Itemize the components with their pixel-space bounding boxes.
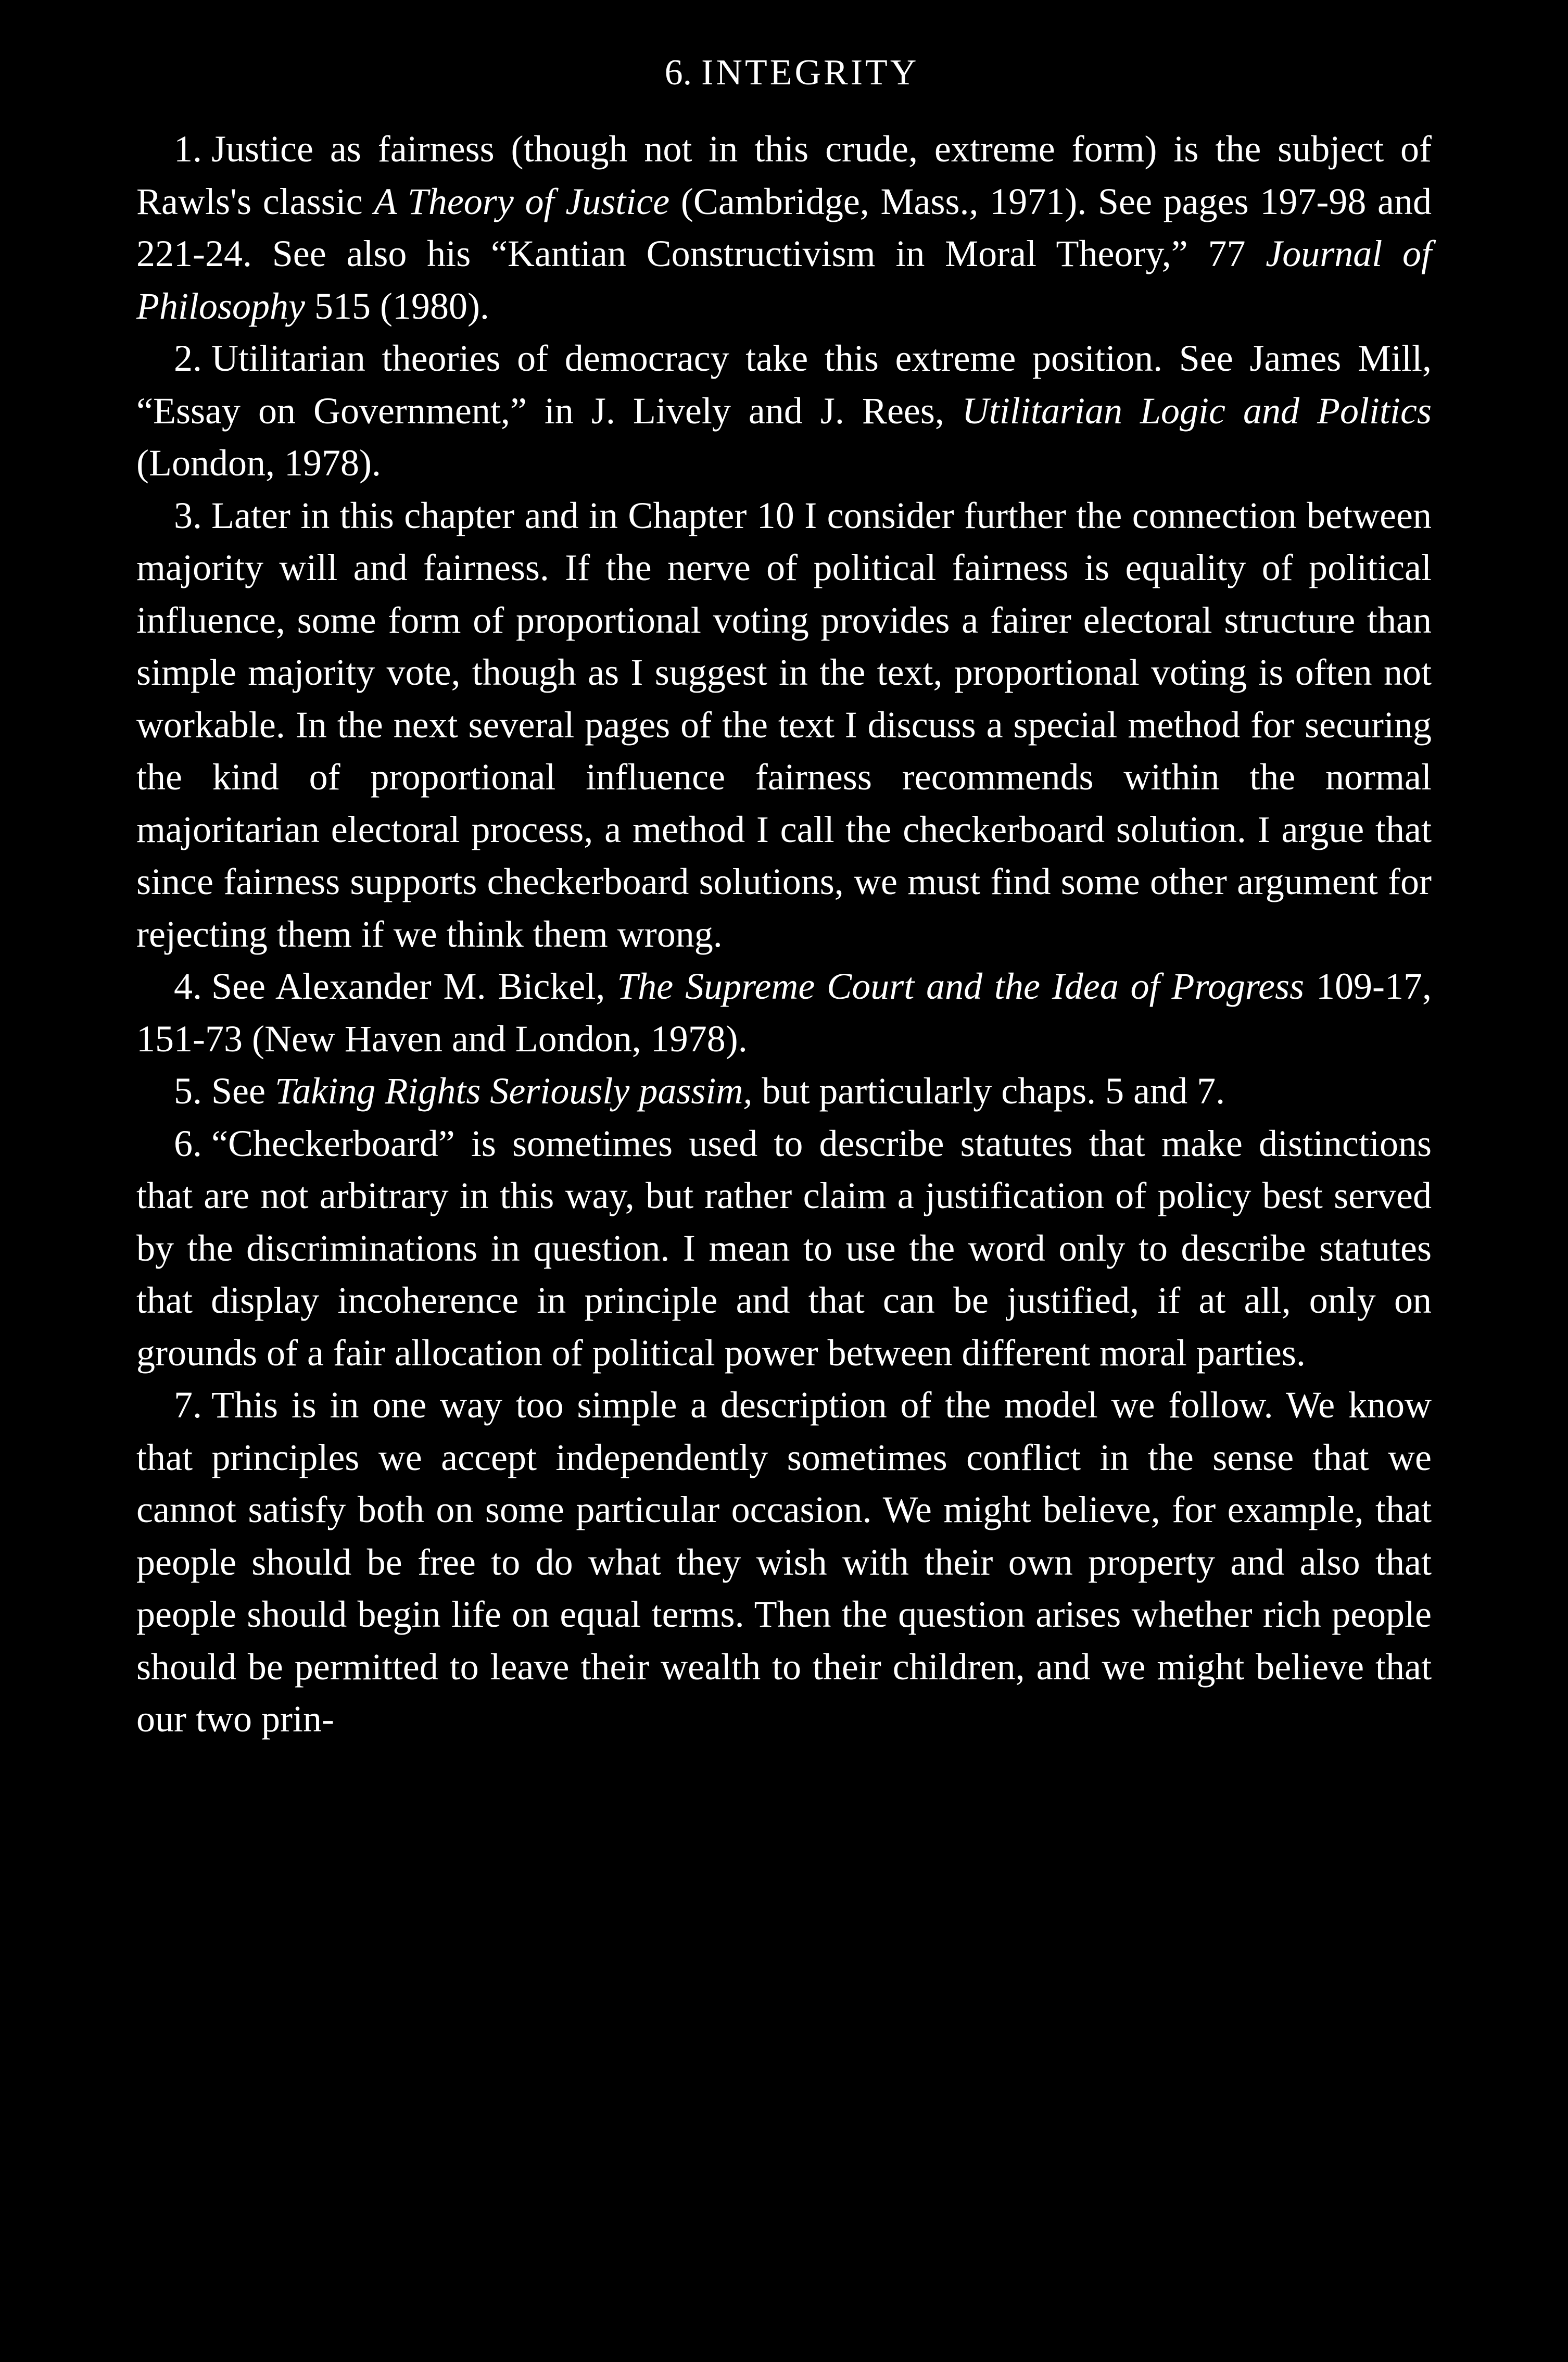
footnote-3: [136, 489, 1432, 961]
footnote-text: (London, 1978).: [136, 442, 381, 484]
book-title: Utilitarian Logic and Politics: [962, 390, 1432, 432]
footnote-2: [136, 332, 1432, 489]
footnote-text: 515 (1980).: [305, 285, 489, 327]
footnote-number: 1.: [174, 128, 202, 170]
footnote-number: 6.: [174, 1122, 202, 1164]
footnote-7: [136, 1379, 1432, 1745]
footnote-text: This is in one way too simple a description of the model we follow. We know that principles we accept independently sometimes conflict in the sense that we cannot satisfy both on some particular occasion. We might believe, for example, that people should be free to do what they wish with their own property and also that people should begin life on equal terms. Then the question arises whether rich people should be permitted to leave their wealth to their children, and we might believe that our two prin-: [136, 1384, 1432, 1740]
book-title: Taking Rights Seriously passim,: [274, 1070, 753, 1112]
footnote-text: but particularly chaps. 5 and 7.: [752, 1070, 1225, 1112]
footnote-number: 2.: [174, 337, 202, 379]
footnote-text: 109-17, 151-73 (New Haven and London, 1978).: [136, 965, 1432, 1060]
footnote-text: See: [211, 1070, 275, 1112]
footnote-text: Justice as fairness (though not in this crude, extreme form) is the subject of Rawls's classic: [136, 128, 1432, 222]
footnote-number: 7.: [174, 1384, 202, 1426]
footnote-4: [136, 960, 1432, 1065]
footnote-text: See Alexander M. Bickel,: [211, 965, 617, 1007]
chapter-number: 6.: [664, 53, 692, 93]
footnote-1: [136, 123, 1432, 332]
footnote-5: [136, 1065, 1432, 1117]
footnote-number: 3.: [174, 494, 202, 536]
footnote-6: [136, 1117, 1432, 1379]
footnote-text: “Checkerboard” is sometimes used to describe statutes that make distinctions that are not arbitrary in this way, but rather claim a justification of policy best served by the discriminations in question. I mean to use the word only to describe statutes that display incoherence in principle and that can be justified, if at all, only on grounds of a fair allocation of political power between different moral parties.: [136, 1122, 1432, 1374]
footnote-text: Utilitarian theories of democracy take this extreme position. See James Mill, “Essay on Government,” in J. Lively and J. Rees,: [136, 337, 1432, 432]
book-title: The Supreme Court and the Idea of Progress: [617, 965, 1305, 1007]
footnote-text: (Cambridge, Mass., 1971). See pages 197-98 and 221-24. See also his “Kantian Constructivism in Moral Theory,” 77: [136, 180, 1432, 274]
journal-title: Journal of Philosophy: [136, 233, 1432, 327]
book-title: A Theory of Justice: [374, 180, 670, 222]
book-page: [136, 52, 1432, 1745]
chapter-title: INTEGRITY: [701, 53, 919, 93]
footnote-number: 4.: [174, 965, 202, 1007]
footnote-number: 5.: [174, 1070, 202, 1112]
running-head: [136, 52, 1432, 94]
footnote-text: Later in this chapter and in Chapter 10 I consider further the connection between majority will and fairness. If the nerve of political fairness is equality of political influence, some form of proportional voting provides a fairer electoral structure than simple majority vote, though as I suggest in the text, proportional voting is often not workable. In the next several pages of the text I discuss a special method for securing the kind of proportional influence fairness recommends within the normal majoritarian electoral process, a method I call the checkerboard solution. I argue that since fairness supports checkerboard solutions, we must find some other argument for rejecting them if we think them wrong.: [136, 494, 1432, 955]
